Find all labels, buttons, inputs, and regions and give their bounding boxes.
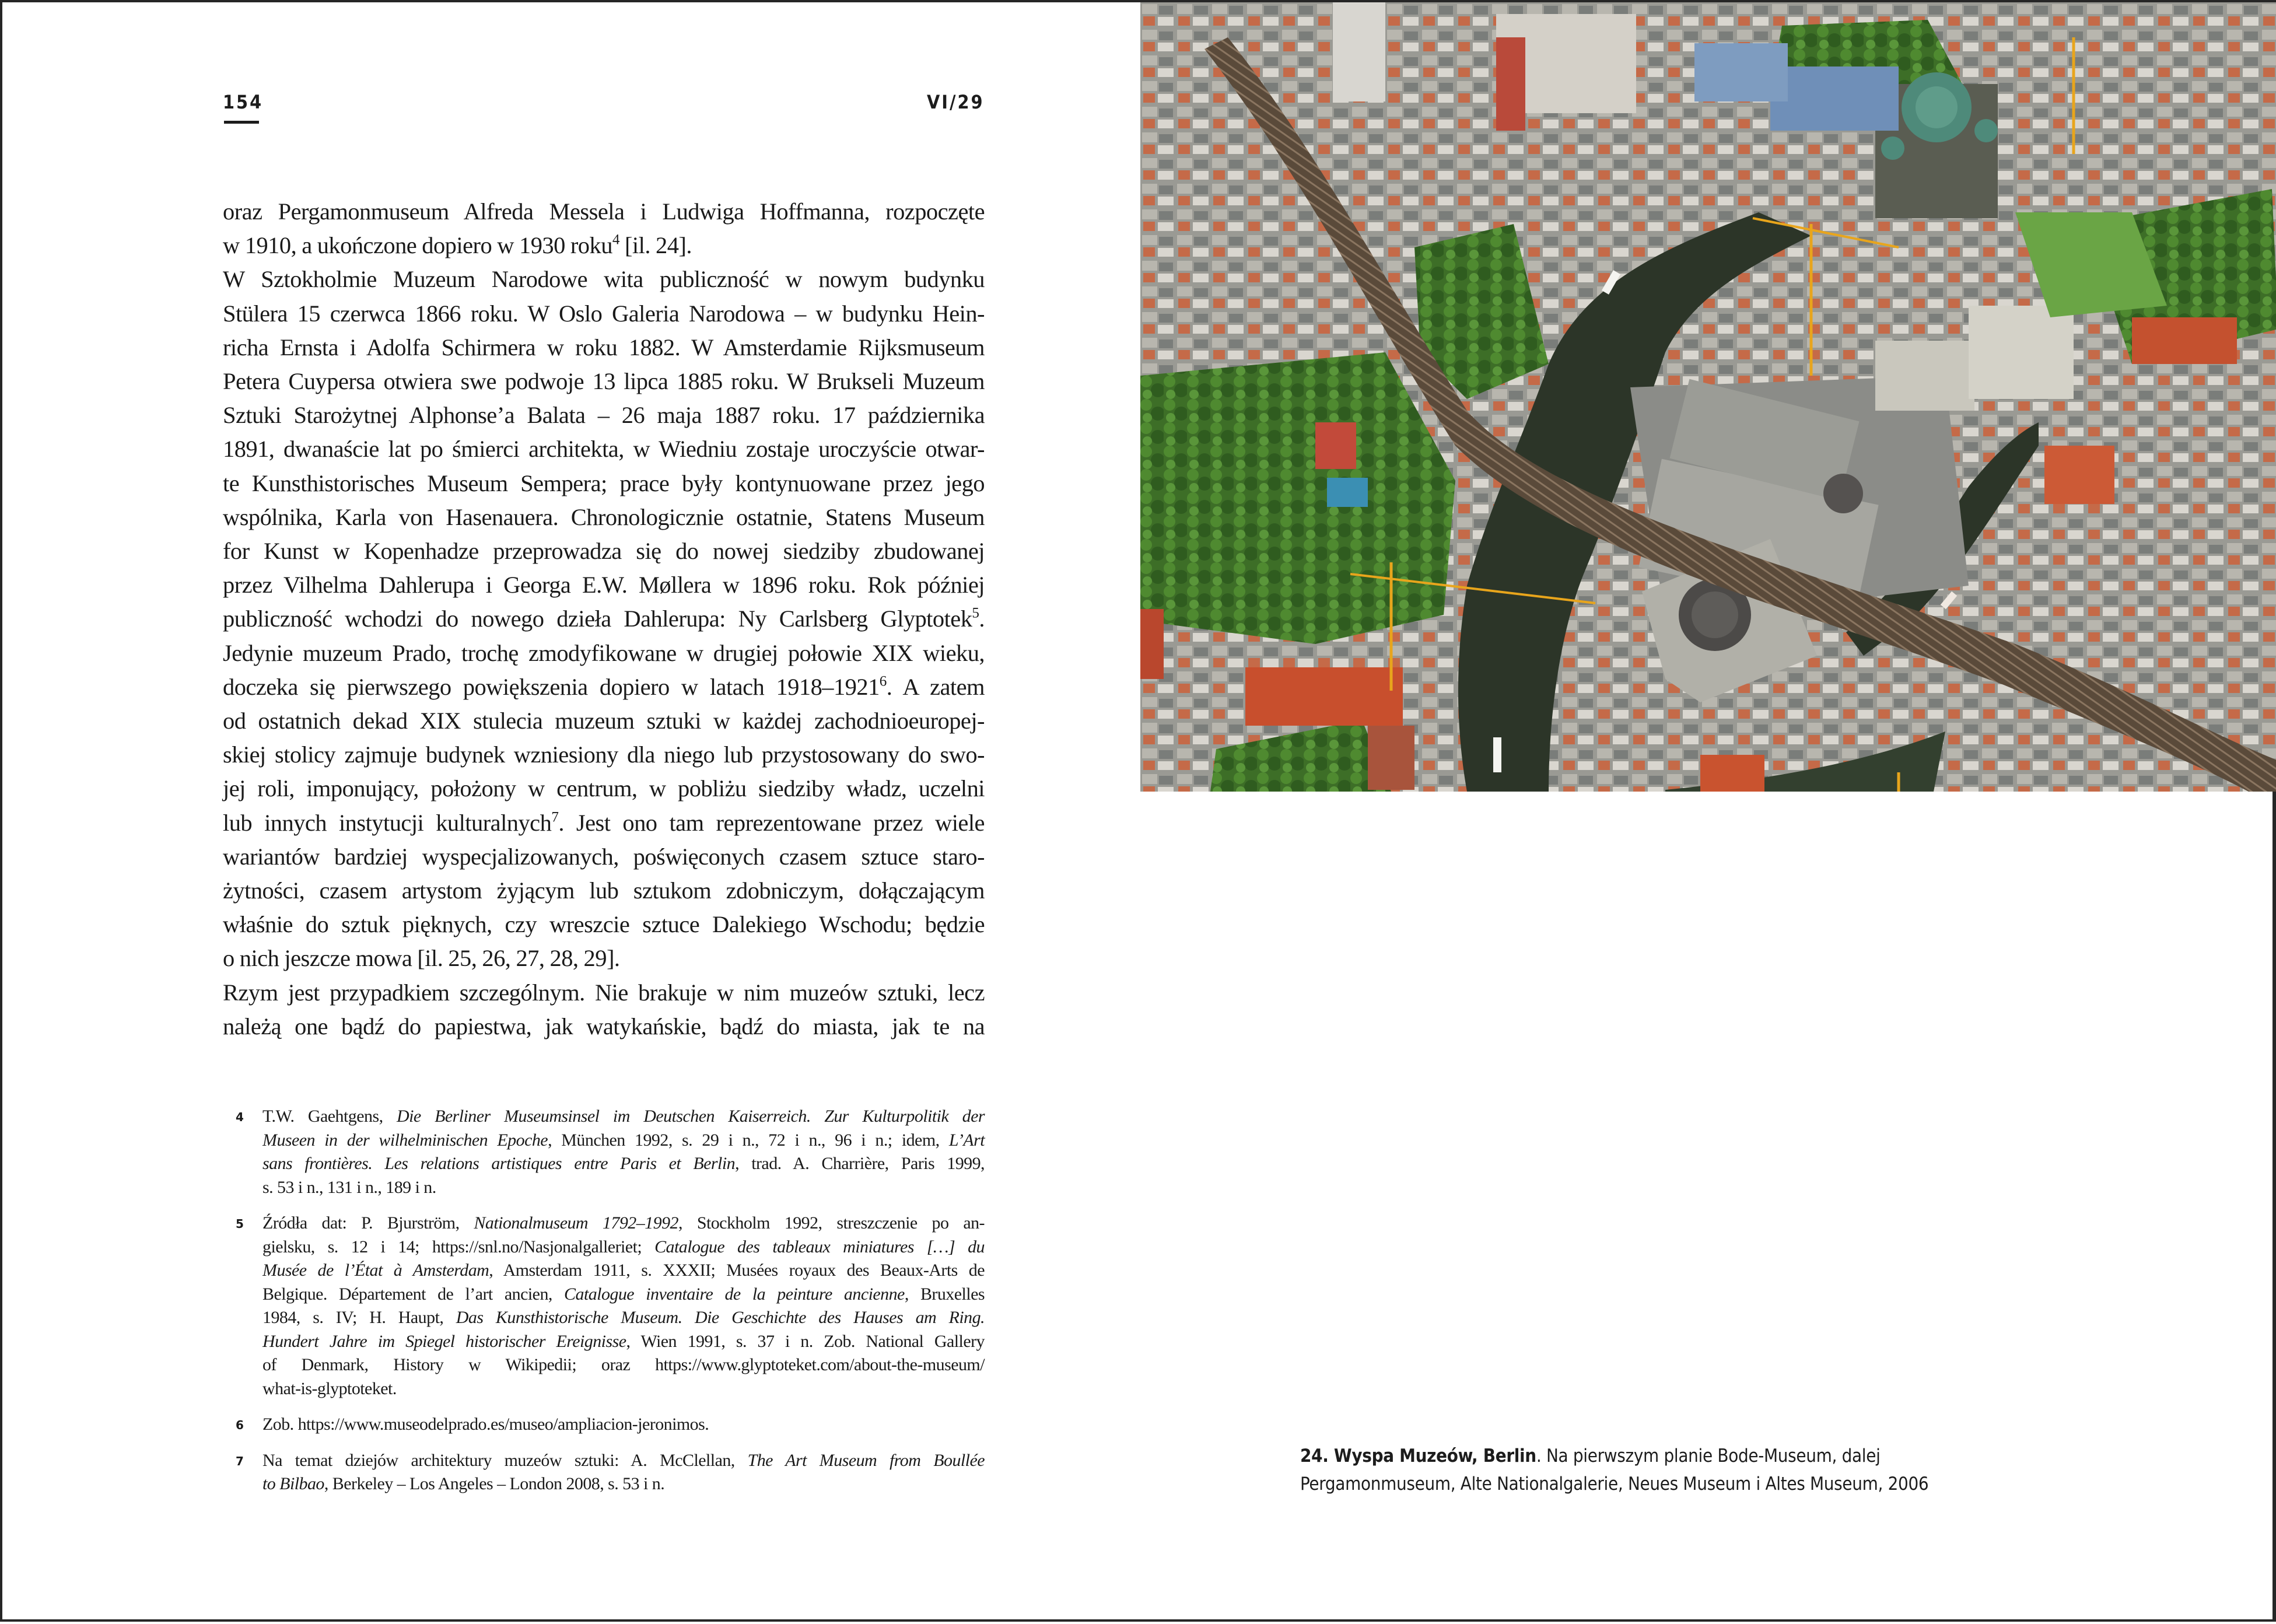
footnotes	[236, 1105, 985, 1508]
italic-title: L’Art	[948, 1130, 985, 1150]
footnote-line	[262, 1377, 985, 1401]
italic-title: Hundert Jahre im Spiegel historischer Ereignisse	[262, 1331, 626, 1351]
body-text	[223, 195, 985, 1044]
footnote-line	[262, 1449, 985, 1473]
footnote-run: , trad. A. Charrière, Paris 1999,	[735, 1154, 985, 1173]
italic-title: Catalogue des tableaux miniatures […] du	[654, 1237, 985, 1256]
footnote-run: Źródła dat: P. Bjurström,	[262, 1213, 474, 1233]
body-line: oraz Pergamonmuseum Alfreda Messela i Ludwiga Hoffmanna, rozpoczęte	[223, 198, 985, 225]
chapter-reference: VI/29	[927, 91, 985, 113]
italic-title: Die Berliner Museumsinsel im Deutschen Kaiserreich. Zur Kulturpolitik der	[396, 1107, 985, 1126]
body-line-text: . A zatem	[886, 673, 985, 700]
footnote-line	[262, 1306, 985, 1330]
caption-title: 24. Wyspa Muzeów, Berlin	[1300, 1446, 1536, 1466]
footnote-run: 1984, s. IV; H. Haupt,	[262, 1308, 456, 1327]
body-line	[223, 670, 985, 704]
footnote	[236, 1413, 985, 1437]
body-line-text: [il. 24].	[619, 232, 692, 259]
footnote-line	[262, 1330, 985, 1354]
right-page	[1140, 2, 2276, 1624]
footnote-number: 4	[236, 1110, 244, 1124]
footnote-line	[262, 1105, 985, 1129]
footnote-number: 5	[236, 1217, 244, 1231]
footnote-line	[262, 1353, 985, 1377]
left-page	[2, 2, 1140, 1624]
body-line: przez Vilhelma Dahlerupa i Georga E.W. Møllera w 1896 roku. Rok później	[223, 572, 985, 598]
footnote-text	[262, 1212, 985, 1401]
body-line: Rzym jest przypadkiem szczególnym. Nie brakuje w nim muzeów sztuki, lecz	[223, 979, 985, 1006]
footnote-line	[262, 1129, 985, 1153]
body-line	[223, 806, 985, 840]
page-number: 154	[223, 91, 264, 113]
footnote-run: Na temat dziejów architektury muzeów sztuki: A. McClellan,	[262, 1450, 748, 1470]
footnote-ref[interactable]: 6	[879, 673, 887, 690]
photo-illustration	[1140, 2, 2276, 792]
italic-title: The Art Museum from Boullée	[747, 1450, 985, 1470]
footnote-run: s. 53 i n., 131 i n., 189 i n.	[262, 1177, 436, 1197]
footnote-text	[262, 1413, 985, 1437]
body-line-text: lub innych instytucji kulturalnych	[223, 809, 552, 836]
body-line: Petera Cuypersa otwiera swe podwoje 13 lipca 1885 roku. W Brukseli Muzeum	[223, 368, 985, 395]
body-line-text: publiczność wchodzi do nowego dzieła Dahlerupa: Ny Carlsberg Glyptotek	[223, 606, 972, 632]
footnote-run: , Wien 1991, s. 37 i n. Zob. National Gallery	[626, 1331, 985, 1351]
italic-title: Catalogue inventaire de la peinture ancienne	[564, 1284, 905, 1304]
body-line: należą one bądź do papiestwa, jak watykańskie, bądź do miasta, jak te na	[223, 1013, 985, 1040]
body-line: od ostatnich dekad XIX stulecia muzeum sztuki w każdej zachodnioeuropej-	[223, 708, 985, 734]
body-line	[223, 229, 985, 262]
body-line: wariantów bardziej wyspecjalizowanych, poświęconych czasem sztuce staro-	[223, 843, 985, 870]
body-line-text: . Jest ono tam reprezentowane przez wiele	[558, 809, 985, 836]
caption-line-1	[1300, 1442, 2058, 1470]
body-line: wspólnika, Karla von Hasenauera. Chronologicznie ostatnie, Statens Museum	[223, 503, 985, 530]
footnote-line	[262, 1413, 985, 1437]
footnote-line	[262, 1212, 985, 1236]
italic-title: Musée de l’État à Amsterdam	[262, 1261, 489, 1280]
caption-line-2: Pergamonmuseum, Alte Nationalgalerie, Neues Museum i Altes Museum, 2006	[1300, 1474, 1929, 1494]
body-line: skiej stolicy zajmuje budynek wzniesiony dla niego lub przystosowany do swo-	[223, 741, 985, 768]
italic-title: to Bilbao	[262, 1474, 324, 1493]
page-number-rule	[224, 121, 259, 124]
footnote-run: of Denmark, History w Wikipedii; oraz https://www.glyptoteket.com/about-the-museum/	[262, 1355, 985, 1374]
footnote-line	[262, 1283, 985, 1307]
body-line: Stülera 15 czerwca 1866 roku. W Oslo Galeria Narodowa – w budynku Hein-	[223, 300, 985, 327]
body-line: Jedynie muzeum Prado, trochę zmodyfikowane w drugiej połowie XIX wieku,	[223, 639, 985, 666]
body-line-text: .	[979, 606, 985, 632]
footnote-ref[interactable]: 7	[551, 809, 559, 825]
footnote-run: what-is-glyptoteket.	[262, 1378, 397, 1398]
footnote-run: , Bruxelles	[904, 1284, 985, 1304]
caption-text: . Na pierwszym planie Bode-Museum, dalej	[1536, 1446, 1881, 1466]
footnote-run: , Amsterdam 1911, s. XXXII; Musées royaux des Beaux-Arts de	[489, 1261, 985, 1280]
footnote-run: , München 1992, s. 29 i n., 72 i n., 96 i n.; idem,	[548, 1130, 949, 1150]
body-line: jej roli, imponujący, położony w centrum, w pobliżu siedziby władz, uczelni	[223, 775, 985, 802]
footnote-run: , Stockholm 1992, streszczenie po an-	[678, 1213, 985, 1233]
footnote-run: Zob. https://www.museodelprado.es/museo/ampliacion-jeronimos.	[262, 1415, 709, 1434]
footnote-line	[262, 1236, 985, 1259]
body-line: 1891, dwanaście lat po śmierci architekta, w Wiedniu zostaje uroczyście otwar-	[223, 436, 985, 463]
footnote-text	[262, 1105, 985, 1199]
body-line: Sztuki Starożytnej Alphonse’a Balata – 26 maja 1887 roku. 17 października	[223, 402, 985, 429]
footnote-number: 7	[236, 1454, 244, 1468]
italic-title: Nationalmuseum 1792–1992	[474, 1213, 678, 1233]
body-line: właśnie do sztuk pięknych, czy wreszcie sztuce Dalekiego Wschodu; będzie	[223, 911, 985, 938]
footnote-line	[262, 1472, 985, 1496]
footnote-ref[interactable]: 5	[972, 605, 979, 621]
body-line-text: w 1910, a ukończone dopiero w 1930 roku	[223, 232, 612, 259]
footnote-ref[interactable]: 4	[612, 232, 619, 248]
body-line: żytności, czasem artystom żyjącym lub sztukom zdobniczym, dołączającym	[223, 877, 985, 904]
footnote	[236, 1212, 985, 1401]
footnote-line	[262, 1152, 985, 1176]
footnote-line	[262, 1259, 985, 1283]
footnote	[236, 1105, 985, 1199]
aerial-photo-museum-island	[1140, 2, 2276, 792]
italic-title: Museen in der wilhelminischen Epoche	[262, 1130, 548, 1150]
figure-caption	[1300, 1442, 2058, 1498]
footnote-run: gielsku, s. 12 i 14; https://snl.no/Nasjonalgalleriet;	[262, 1237, 655, 1256]
italic-title: Das Kunsthistorische Museum. Die Geschichte des Hauses am Ring.	[456, 1308, 985, 1327]
footnote	[236, 1449, 985, 1496]
footnote-run: , Berkeley – Los Angeles – London 2008, s. 53 i n.	[324, 1474, 665, 1493]
body-line: W Sztokholmie Muzeum Narodowe wita publiczność w nowym budynku	[223, 266, 985, 293]
body-line: o nich jeszcze mowa [il. 25, 26, 27, 28, 29].	[223, 945, 620, 972]
italic-title: sans frontières. Les relations artistiques entre Paris et Berlin	[262, 1154, 736, 1173]
footnote-text	[262, 1449, 985, 1496]
body-line: richa Ernsta i Adolfa Schirmera w roku 1882. W Amsterdamie Rijksmuseum	[223, 334, 985, 360]
body-line: te Kunsthistorisches Museum Sempera; prace były kontynuowane przez jego	[223, 470, 985, 496]
footnote-run: T.W. Gaehtgens,	[262, 1107, 397, 1126]
body-line	[223, 602, 985, 636]
footnote-run: Belgique. Département de l’art ancien,	[262, 1284, 565, 1304]
body-line-text: doczeka się pierwszego powiększenia dopiero w latach 1918–1921	[223, 673, 880, 700]
footnote-line	[262, 1176, 985, 1200]
footnote-number: 6	[236, 1418, 244, 1432]
body-line: for Kunst w Kopenhadze przeprowadza się do nowej siedziby zbudowanej	[223, 538, 985, 565]
